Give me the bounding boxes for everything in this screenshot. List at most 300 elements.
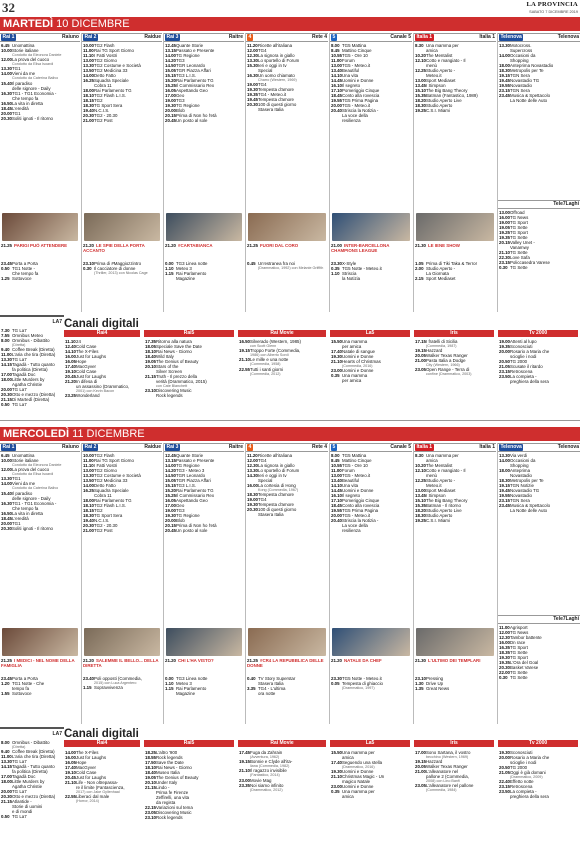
program-title: TG5 - Ore 10 bbox=[342, 53, 368, 58]
program-title: Museo Italia bbox=[156, 770, 180, 775]
digital-channel-header: Rai4 bbox=[64, 330, 140, 337]
program-title: confine (Drammatico, 2003) bbox=[426, 372, 472, 377]
program-title: L'aria che tira (Diretta) bbox=[12, 754, 56, 760]
channel-schedule bbox=[247, 453, 327, 626]
program-time: 19.00 bbox=[499, 220, 510, 225]
program-time: 18.10 bbox=[83, 93, 94, 98]
program-time: 13.45 bbox=[415, 493, 426, 498]
program-title: Il Commissario Rex bbox=[176, 493, 215, 498]
channel-name: Raiuno bbox=[62, 443, 79, 450]
channel-logo: 4 bbox=[248, 34, 252, 40]
program-title: Batman (Fantastico, 1989) bbox=[426, 93, 478, 98]
digital-channel-schedule bbox=[499, 339, 578, 419]
program-title: Sopravvivenza bbox=[94, 685, 123, 691]
program-title: TGN Sera bbox=[510, 498, 530, 503]
program-title: The Big Bang Theory bbox=[426, 498, 468, 503]
program-time: 8.30 bbox=[415, 453, 424, 458]
program-time: 12.45 bbox=[165, 453, 176, 458]
program-time: 13.30 bbox=[83, 63, 94, 68]
program-time: 2.00 bbox=[415, 266, 424, 271]
program-title: Special bbox=[258, 68, 273, 73]
caption-time: 21.20 bbox=[83, 243, 94, 248]
program-time: 23.45 bbox=[1, 261, 12, 266]
caption-time: 21.00 bbox=[331, 243, 342, 248]
program-title: Che tempo fa bbox=[12, 505, 39, 511]
program-photo bbox=[84, 628, 160, 656]
program-time: 23.10 bbox=[145, 815, 156, 820]
caption-time: 21.20 bbox=[165, 243, 176, 248]
program-time bbox=[331, 378, 342, 383]
program-title: Ricette all'italiana bbox=[258, 453, 293, 458]
program-title: Discovering Music bbox=[156, 810, 192, 815]
program-time: 18.45 bbox=[331, 503, 342, 508]
program-title: Save the Date bbox=[156, 760, 184, 765]
late-schedule bbox=[1, 261, 79, 293]
program-time: 22.55 bbox=[65, 794, 76, 800]
program-time: 20.30 bbox=[83, 113, 94, 118]
digital-program bbox=[331, 794, 410, 799]
program-time: 23.45 bbox=[499, 93, 510, 98]
program-time: 13.40 bbox=[331, 68, 342, 73]
program-title: Rai News - Giorno bbox=[156, 349, 192, 354]
program-time: 19.35 bbox=[499, 235, 510, 240]
program-title: Una vita bbox=[342, 483, 359, 488]
program-time: 13.00 bbox=[415, 78, 426, 83]
late-program bbox=[1, 691, 79, 696]
channel-schedule bbox=[165, 43, 243, 211]
program-title: Liberaci dal male bbox=[76, 794, 110, 800]
program-title: Beautiful bbox=[342, 68, 360, 73]
program-title: (Drammatico, 1992) con Melanie Griffith bbox=[258, 266, 324, 270]
program-title: Novastadio bbox=[510, 493, 532, 498]
program-title: Novastadio bbox=[510, 83, 532, 88]
program-title: Troppo Forte (Commedia, bbox=[250, 348, 301, 354]
channel-schedule bbox=[499, 453, 579, 612]
program-title: TG La7 bbox=[12, 357, 27, 363]
prime-time-caption bbox=[83, 243, 161, 258]
program-time: 20.45 bbox=[165, 118, 176, 123]
program-time: 18.45 bbox=[331, 93, 342, 98]
channel-header bbox=[246, 33, 328, 42]
program-title: Metropolis per Te bbox=[510, 68, 544, 73]
prime-time-caption bbox=[331, 243, 411, 258]
program-title: Metropolis per Te bbox=[510, 478, 544, 483]
program-time: 23.15 bbox=[499, 88, 510, 93]
program-time: 0.50 bbox=[1, 266, 10, 271]
channel-header bbox=[82, 33, 162, 42]
column-divider bbox=[163, 443, 164, 724]
program-title: Striscia bbox=[342, 271, 357, 276]
channel-name: Italia 1 bbox=[479, 33, 495, 40]
day-name: MARTEDÌ bbox=[3, 18, 54, 30]
caption-time: 21.20 bbox=[83, 658, 94, 663]
program-title: Rai Parlamento bbox=[176, 271, 207, 276]
program-title: La voce della bbox=[342, 523, 368, 528]
late-program bbox=[83, 685, 161, 690]
program-title: Soliti ignoti - Il ritorno bbox=[12, 115, 53, 121]
program-title: (Drammatico, 2016) bbox=[342, 765, 375, 769]
program-time: 19.00 bbox=[165, 508, 176, 513]
program-time: 0.35 bbox=[331, 266, 340, 271]
program-time: 8.00 bbox=[331, 453, 340, 458]
program-title: Stars of the bbox=[156, 364, 179, 369]
program-title: Porta a Porta bbox=[12, 261, 38, 266]
program-title: Occasioni da bbox=[510, 458, 536, 463]
late-schedule bbox=[331, 676, 411, 708]
program-title: Effetto notte bbox=[510, 779, 534, 785]
program-time: 14.10 bbox=[331, 483, 342, 488]
program-title: TG Sport bbox=[510, 230, 528, 235]
program-time: 17.50 bbox=[145, 760, 156, 765]
program-title: TG2 Post bbox=[94, 528, 113, 533]
program-title: I Fatti Vostri bbox=[94, 463, 118, 468]
program-title: TG 2000 bbox=[510, 359, 528, 364]
program-title: Stasera Italia bbox=[258, 512, 284, 518]
program-time: 19.10 bbox=[65, 770, 76, 775]
program-time: 20.30 bbox=[83, 523, 94, 528]
program-time: 15.10 bbox=[415, 88, 426, 93]
program-time bbox=[331, 118, 342, 123]
program-title: Rai Parlamento TG bbox=[176, 78, 214, 83]
digital-program bbox=[65, 799, 140, 803]
program-time: 16.00 bbox=[65, 755, 76, 760]
program-time: 0.45 bbox=[247, 261, 256, 266]
caption-time: 21.30 bbox=[415, 243, 426, 248]
program-time: 19.00 bbox=[165, 98, 176, 103]
program-title: Pasta Italia a Dodge bbox=[426, 358, 466, 364]
digital-channel-header: Rai Movie bbox=[238, 740, 326, 747]
program-time: 20.00 bbox=[499, 755, 510, 760]
program-time: 21.20 bbox=[65, 379, 76, 384]
program-title: Condotto da Elisa Isoardi bbox=[12, 472, 54, 477]
program-title: Truth - Il prezzo della bbox=[156, 374, 198, 379]
program-time: 18.20 bbox=[415, 98, 426, 103]
program-time: 11.10 bbox=[83, 53, 94, 58]
program-time: 20.00 bbox=[331, 103, 342, 108]
channel-program bbox=[83, 528, 161, 533]
program-title: TG Sport Sera bbox=[94, 513, 123, 518]
program-title: TG5 Mattina bbox=[342, 453, 367, 458]
program-title: La Notte delle Auto bbox=[510, 98, 548, 103]
program-time: 17.00 bbox=[165, 93, 176, 98]
program-title: Cobra 11 bbox=[94, 493, 112, 498]
program-time: 17.10 bbox=[331, 498, 342, 503]
program-title: TG3 bbox=[176, 58, 185, 63]
program-title: TG Sport bbox=[510, 220, 528, 225]
program-title: Otto e mezzo (Diretta) bbox=[12, 392, 56, 398]
program-time: 19.40 bbox=[83, 518, 94, 523]
digital-channel-schedule bbox=[239, 750, 326, 845]
program-title: TG2 bbox=[94, 98, 103, 103]
program-photo bbox=[416, 213, 494, 241]
program-time: 11.00 bbox=[499, 625, 510, 630]
program-title: (Drammatico, 2009) bbox=[510, 775, 543, 779]
program-title: Offroad bbox=[510, 210, 525, 215]
program-time: 16.00 bbox=[499, 640, 510, 645]
program-time: 10.00 bbox=[1, 48, 12, 53]
late-schedule bbox=[331, 261, 411, 293]
program-title: ora notte bbox=[258, 691, 276, 696]
late-program bbox=[165, 276, 243, 281]
program-time: 16.50 bbox=[239, 339, 250, 344]
program-title: City (Western, 1966) bbox=[426, 363, 460, 368]
program-time: 23.05 bbox=[415, 367, 426, 373]
program-time: 10.00 bbox=[83, 453, 94, 458]
program-time: 19.30 bbox=[165, 513, 176, 518]
program-title: Una mamma per bbox=[342, 789, 375, 795]
channel-name: Canale 5 bbox=[390, 443, 411, 450]
program-title: scioglie i nodi bbox=[510, 760, 537, 765]
program-title: Sconosciuti bbox=[510, 344, 533, 349]
program-time: 19.00 bbox=[247, 497, 258, 503]
program-time: 14.00 bbox=[65, 750, 76, 755]
channel-header bbox=[82, 443, 162, 452]
prime-time-caption bbox=[247, 243, 327, 258]
program-time: 23.50 bbox=[499, 374, 510, 379]
program-time: 21.10 bbox=[239, 768, 250, 774]
program-title: TG1 bbox=[12, 520, 21, 526]
program-time bbox=[247, 266, 258, 270]
program-title: I Fatti Vostri bbox=[94, 53, 118, 58]
program-title: Tagadà - Tutto quanto bbox=[12, 764, 55, 770]
program-title: Omnibus - Dibattito bbox=[12, 740, 50, 745]
la7-schedule bbox=[1, 328, 63, 416]
program-title: Omnibus Meteo bbox=[12, 333, 43, 338]
program-title: Retroscena bbox=[510, 369, 533, 374]
program-time: 14.00 bbox=[165, 53, 176, 58]
program-time: 18.30 bbox=[247, 492, 258, 498]
program-time: 0.35 bbox=[331, 789, 340, 795]
program-title: TG3 L.I.S. bbox=[176, 483, 197, 488]
program-title: TGN Notizie bbox=[510, 483, 534, 488]
program-title: Passato e Presente bbox=[176, 48, 215, 53]
program-time: 23.05 bbox=[145, 810, 156, 815]
program-title: Hope bbox=[76, 760, 87, 765]
program-title: Rai Parlamento TG bbox=[94, 498, 132, 503]
program-time: 14.00 bbox=[499, 53, 510, 58]
program-title: TG5 - Ore 10 bbox=[342, 463, 368, 468]
program-time: 21.10 bbox=[239, 357, 250, 363]
program-title: TV Story Superstar bbox=[258, 676, 296, 681]
program-title: Condotto da Caterina Balivo bbox=[12, 76, 59, 81]
program-title: TG2 Medicina 33 bbox=[94, 478, 128, 483]
program-time: 18.25 bbox=[145, 750, 156, 755]
program-title: Rosario a Maria che bbox=[510, 755, 550, 760]
program-title: Tempesta d'amore bbox=[258, 97, 294, 103]
program-title: Wonderland bbox=[76, 393, 100, 399]
program-time: 12.00 bbox=[499, 630, 510, 635]
day-header bbox=[0, 427, 580, 441]
channel-header bbox=[0, 33, 80, 42]
program-title: Novastadio bbox=[510, 473, 532, 478]
program-title: La cortesia di Hong bbox=[258, 483, 296, 488]
program-time: 23.45 bbox=[499, 503, 510, 508]
program-time: 19.45 bbox=[247, 97, 258, 103]
program-title: Un posto al sole bbox=[176, 118, 208, 123]
program-title: Hazzard bbox=[426, 759, 443, 765]
program-time: 19.05 bbox=[145, 775, 156, 780]
program-title: Tagadà - Tutto quanto bbox=[12, 362, 55, 368]
digital-channel-schedule bbox=[331, 750, 410, 845]
program-time: 0.50 bbox=[1, 814, 10, 820]
program-time bbox=[331, 686, 342, 690]
program-time: 23.10 bbox=[145, 388, 156, 394]
program-title: Porta a Porta bbox=[12, 676, 38, 681]
program-time: 16.50 bbox=[1, 510, 12, 516]
program-title: N.C.I.S. bbox=[94, 518, 110, 523]
program-time: 17.00 bbox=[1, 372, 12, 378]
program-title: Tagadà Doc bbox=[12, 372, 36, 378]
program-time: 12.10 bbox=[415, 468, 426, 473]
program-time: 19.05 bbox=[145, 359, 156, 364]
late-program bbox=[83, 271, 161, 275]
digital-channel-schedule bbox=[331, 339, 410, 419]
program-title: Lo sportello di Forum bbox=[258, 58, 300, 63]
digital-channel-header: La5 bbox=[330, 330, 410, 337]
program-time: 14.00 bbox=[1, 71, 12, 77]
digital-channel-schedule bbox=[65, 750, 140, 845]
caption-title: INTER-BARCELLONA CHAMPIONS LEAGUE bbox=[331, 243, 390, 253]
program-photo bbox=[166, 213, 242, 241]
program-title: da regista bbox=[156, 800, 176, 805]
program-time: 19.55 bbox=[499, 493, 510, 498]
program-time: 12.30 bbox=[499, 635, 510, 640]
program-time bbox=[331, 276, 342, 281]
program-time: 20.30 bbox=[1, 794, 12, 800]
caption-title: L'ULTIMO DEI TEMPLARI bbox=[428, 658, 481, 663]
program-title: N.C.I.S. bbox=[94, 108, 110, 113]
program-time: 18.10 bbox=[83, 503, 94, 508]
program-title: Attenti al lupo bbox=[510, 339, 537, 344]
program-time: 15.50 bbox=[331, 339, 342, 344]
program-title: Meteo.it bbox=[426, 483, 442, 488]
program-time: 20.30 bbox=[1, 392, 12, 398]
program-time: 1.20 bbox=[1, 681, 10, 686]
program-time: 20.00 bbox=[1, 520, 12, 526]
program-title: Studio Aperto bbox=[426, 103, 453, 108]
program-title: 2017) con Jake Gyllenhaal bbox=[76, 790, 120, 794]
program-photo bbox=[248, 628, 326, 656]
program-title: X-Style bbox=[342, 261, 357, 266]
day-date: 10 DICEMBRE bbox=[56, 18, 130, 30]
program-title: Unomattina bbox=[12, 43, 35, 48]
program-title: Il cacciatore di donne bbox=[94, 266, 136, 271]
program-time: 12.40 bbox=[65, 344, 76, 349]
digital-channel-header: Rai4 bbox=[64, 740, 140, 747]
program-time: 16.05 bbox=[65, 760, 76, 765]
program-title: 24 bbox=[76, 339, 81, 344]
program-title: TG3 bbox=[176, 98, 185, 103]
program-time: 16.05 bbox=[65, 359, 76, 364]
program-title: La vita in diretta bbox=[12, 100, 43, 106]
program-time: 19.45 bbox=[499, 78, 510, 83]
program-title: amica bbox=[426, 48, 438, 53]
digital-channel-header: La5 bbox=[330, 740, 410, 747]
program-title: Agatha Christie bbox=[12, 784, 43, 790]
caption-title: LE IENE SHOW bbox=[428, 243, 460, 248]
program-title: Studio Aperto Live bbox=[426, 98, 462, 103]
program-title: Sport Mediaset bbox=[426, 276, 456, 281]
program-time: 1.05 bbox=[415, 261, 424, 266]
program-time: 11.00 bbox=[83, 458, 94, 463]
late-schedule bbox=[415, 676, 495, 708]
column-divider bbox=[329, 443, 330, 724]
program-time: 23.10 bbox=[415, 676, 426, 681]
program-time: 18.00 bbox=[83, 498, 94, 503]
program-time: 22.00 bbox=[499, 670, 510, 675]
program-time bbox=[499, 508, 510, 513]
program-time: 18.00 bbox=[1, 377, 12, 383]
program-title: Conto alla rovescia bbox=[342, 93, 380, 98]
program-title: Ieri e oggi in tv bbox=[258, 63, 287, 68]
program-title: La Notte delle Auto bbox=[510, 508, 548, 513]
program-title: Batman - Il ritorno bbox=[426, 503, 461, 508]
program-time: 0.30 bbox=[499, 675, 508, 680]
program-title: Cold Case bbox=[76, 770, 97, 775]
program-title: Rai Parlamento bbox=[176, 686, 207, 691]
program-title: Studio Aperto - bbox=[426, 478, 456, 483]
column-divider bbox=[81, 33, 82, 312]
digital-channel-schedule bbox=[145, 750, 234, 845]
program-time: 0.00 bbox=[165, 261, 174, 266]
program-time: 1.15 bbox=[165, 686, 174, 691]
column-divider bbox=[245, 33, 246, 312]
channel-name: Rete 4 bbox=[311, 33, 327, 40]
program-title: Rock legends bbox=[156, 755, 183, 760]
program-time: 21.15 bbox=[145, 785, 156, 790]
program-title: per amica bbox=[342, 344, 362, 349]
program-title: Uomini e Donne bbox=[342, 784, 374, 790]
program-time: 23.10 bbox=[83, 261, 94, 266]
program-title: TG La7 bbox=[12, 387, 27, 393]
program-time: 1.30 bbox=[415, 681, 424, 686]
program-title: Omnibus - Dibattito bbox=[12, 338, 50, 343]
program-time: 16.05 bbox=[165, 498, 176, 503]
program-title: L'alleanatore nel bbox=[426, 769, 459, 775]
column-divider bbox=[81, 443, 82, 724]
channel-schedule bbox=[83, 43, 161, 211]
program-time: 15.20 bbox=[165, 488, 176, 493]
digital-channel-header: Iris bbox=[414, 330, 494, 337]
program-title: Meteo.it bbox=[426, 73, 442, 78]
program-title: Fuga da Zahrain bbox=[250, 750, 283, 755]
channel-schedule bbox=[415, 43, 495, 211]
program-time: 10.20 bbox=[415, 53, 426, 58]
program-time: 18.10 bbox=[145, 765, 156, 770]
program-title: Sport Mediaset bbox=[426, 78, 456, 83]
program-time: 0.30 bbox=[499, 265, 508, 270]
program-title: Blob bbox=[176, 108, 185, 113]
program-title: Storie di uomini bbox=[12, 804, 43, 810]
channel-program bbox=[499, 98, 579, 103]
program-title: la Notizia bbox=[342, 276, 361, 281]
channel-schedule bbox=[1, 453, 79, 626]
program-time: 16.10 bbox=[331, 83, 342, 88]
program-title: Squadra Speciale bbox=[94, 488, 129, 493]
program-title: Sport Mediaset bbox=[426, 488, 456, 493]
program-title: Condotto da Elisa Isoardi bbox=[12, 62, 54, 67]
program-time: 19.30 bbox=[499, 655, 510, 660]
program-time: 22.15 bbox=[145, 805, 156, 810]
program-time: 19.45 bbox=[499, 488, 510, 493]
program-time: 8.45 bbox=[331, 48, 340, 53]
program-title: Scusate il ritardo bbox=[510, 364, 543, 369]
channel-program bbox=[1, 116, 79, 121]
program-title: TG2 - 20.30 bbox=[94, 523, 118, 528]
program-title: Le mille e una notte bbox=[250, 357, 289, 363]
program-title: tempo fa bbox=[12, 686, 30, 691]
program-time: 15.20 bbox=[165, 78, 176, 83]
